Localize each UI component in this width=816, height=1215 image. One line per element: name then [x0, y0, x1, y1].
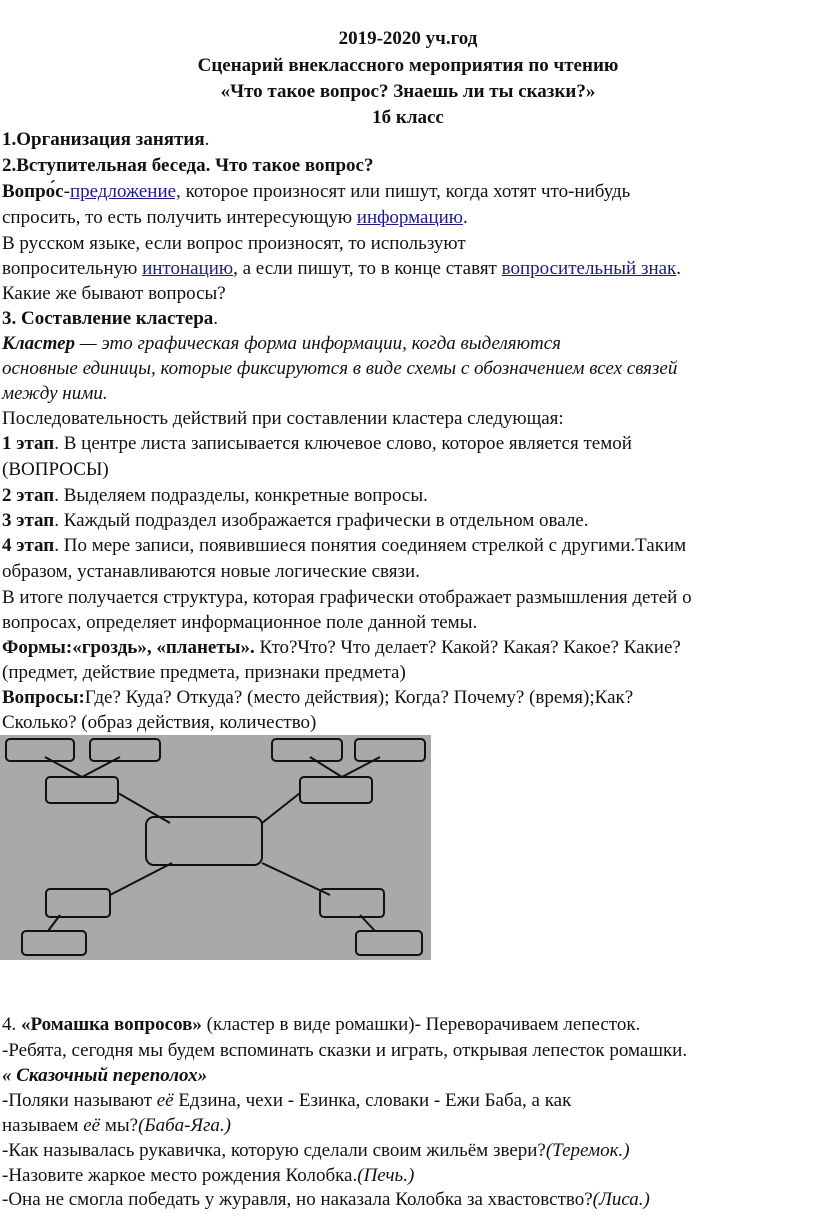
link-information[interactable]: информацию — [356, 207, 463, 228]
section-2: 2.Вступительная беседа. Что такое вопрос? — [2, 155, 374, 176]
question-1-line-2: называем её мы?(Баба-Яга.) — [2, 1115, 231, 1136]
cluster-box — [356, 931, 422, 955]
cluster-definition-2: основные единицы, которые фиксируются в виде схемы с обозначением всех связей — [2, 358, 678, 379]
link-question-mark[interactable]: вопросительный знак — [501, 258, 677, 279]
connector-line — [262, 863, 330, 895]
language-line-2: вопросительную интонацию, а если пишут, то в конце ставят вопросительный знак. — [2, 258, 682, 279]
cluster-definition-1: Кластер — это графическая форма информации, когда выделяются — [2, 333, 561, 354]
result-line-1: В итоге получается структура, которая графически отображает размышления детей о — [2, 587, 692, 608]
question-1-line-1: -Поляки называют её Едзина, чехи - Езинка, словаки - Ежи Баба, а как — [2, 1090, 572, 1111]
questions-line-2: Сколько? (образ действия, количество) — [2, 712, 317, 733]
forms-line-1: Формы:«гроздь», «планеты». Кто?Что? Что делает? Какой? Какая? Какое? Какие? — [2, 637, 681, 658]
step-4: 4 этап. По мере записи, появившиеся понятия соединяем стрелкой с другими.Таким — [2, 535, 687, 556]
link-sentence[interactable]: предложение, — [69, 181, 181, 202]
step-1: 1 этап. В центре листа записывается ключевое слово, которое является темой — [2, 433, 632, 454]
step-2: 2 этап. Выделяем подразделы, конкретные вопросы. — [2, 485, 428, 506]
cluster-box — [320, 889, 384, 917]
question-term: Вопро́с — [2, 181, 64, 202]
definition-line-2: спросить, то есть получить интересующую информацию. — [2, 207, 468, 228]
cluster-box — [90, 739, 160, 761]
cluster-box — [272, 739, 342, 761]
connector-line — [118, 793, 170, 823]
section-3: 3. Составление кластера. — [2, 308, 219, 329]
cluster-box — [6, 739, 74, 761]
cluster-box — [46, 777, 118, 803]
language-line-3: Какие же бывают вопросы? — [2, 283, 226, 304]
result-line-2: вопросах, определяет информационное поле данной темы. — [2, 612, 478, 633]
section-4: 4. «Ромашка вопросов» (кластер в виде ромашки)- Переворачиваем лепесток. — [2, 1014, 641, 1035]
cluster-diagram-svg — [0, 735, 431, 960]
cluster-definition-3: между ними. — [2, 383, 108, 404]
connector-line — [262, 793, 300, 823]
cluster-box — [355, 739, 425, 761]
step-3: 3 этап. Каждый подраздел изображается графически в отдельном овале. — [2, 510, 589, 531]
cluster-box — [22, 931, 86, 955]
cluster-box — [46, 889, 110, 917]
cluster-center-box — [146, 817, 262, 865]
cluster-diagram — [0, 735, 431, 960]
link-intonation[interactable]: интонацию — [142, 258, 234, 279]
connector-line — [110, 863, 172, 895]
sequence-intro: Последовательность действий при составлении кластера следующая: — [2, 408, 564, 429]
questions-line-1: Вопросы:Где? Куда? Откуда? (место действия); Когда? Почему? (время);Как? — [2, 687, 634, 708]
question-4: -Она не смогла победать у журавля, но наказала Колобка за хвастовство?(Лиса.) — [2, 1189, 650, 1210]
cluster-box — [300, 777, 372, 803]
question-3: -Назовите жаркое место рождения Колобка.(Печь.) — [2, 1165, 415, 1186]
step-4-continued: образом, устанавливаются новые логические связи. — [2, 561, 420, 582]
language-line-1: В русском языке, если вопрос произносят, то используют — [2, 233, 466, 254]
year-heading: 2019-2020 уч.год — [338, 28, 478, 49]
title-line-1: Сценарий внеклассного мероприятия по чтению — [197, 55, 619, 76]
grade-heading: 1б класс — [372, 107, 444, 128]
step-1-continued: (ВОПРОСЫ) — [2, 459, 109, 480]
section-1: 1.Организация занятия. — [2, 129, 210, 150]
game-title: « Сказочный переполох» — [2, 1065, 208, 1086]
intro-line: -Ребята, сегодня мы будем вспоминать сказки и играть, открывая лепесток ромашки. — [2, 1040, 688, 1061]
definition-line-1: Вопро́с-предложение, которое произносят или пишут, когда хотят что-нибудь — [2, 181, 631, 202]
title-line-2: «Что такое вопрос? Знаешь ли ты сказки?» — [220, 81, 596, 102]
forms-line-2: (предмет, действие предмета, признаки предмета) — [2, 662, 406, 683]
question-2: -Как называлась рукавичка, которую сделали своим жильём звери?(Теремок.) — [2, 1140, 630, 1161]
